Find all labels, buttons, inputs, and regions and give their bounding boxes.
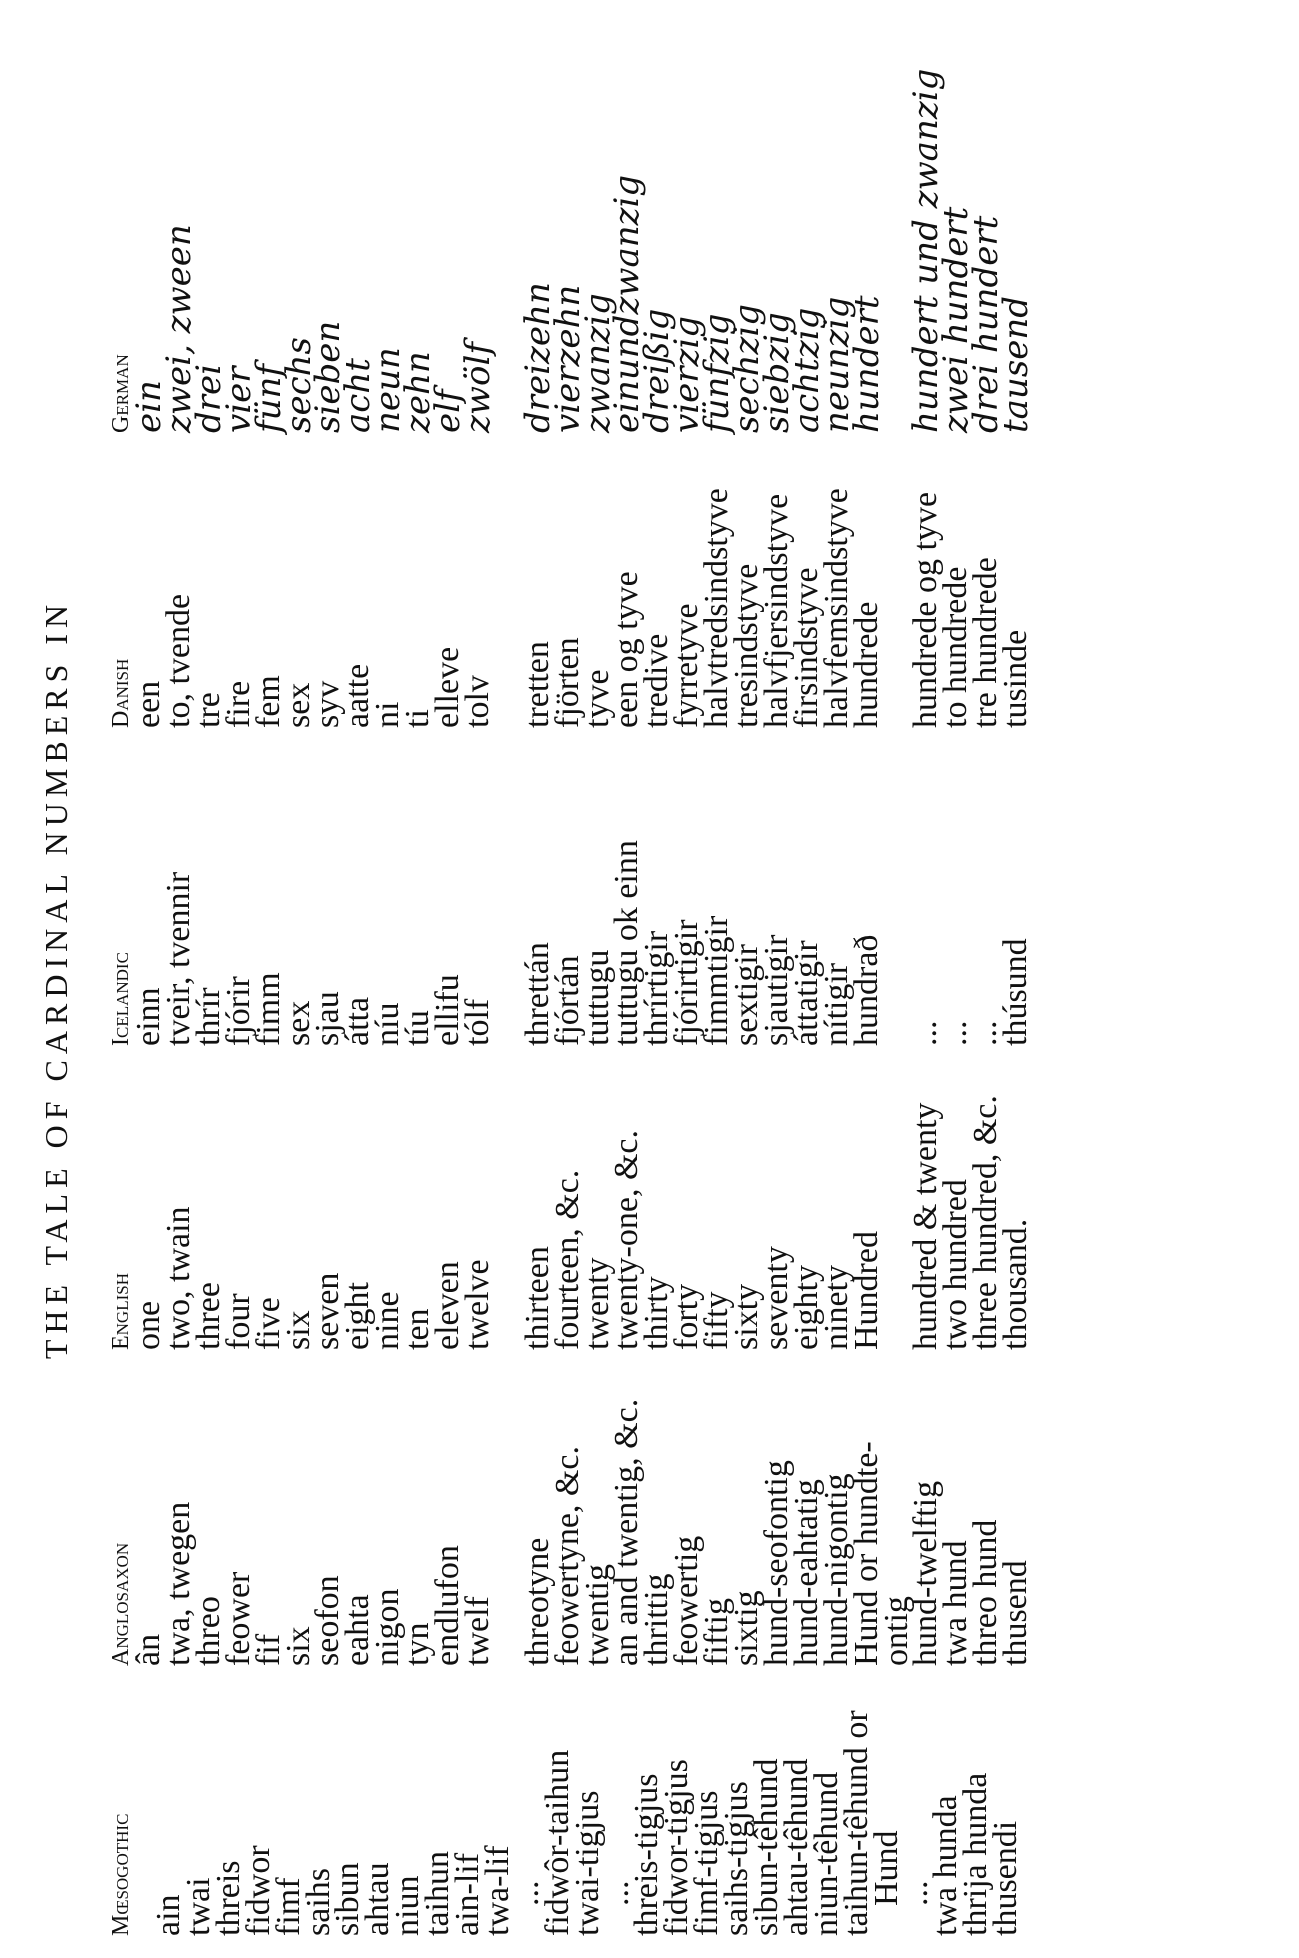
table-cell: hundrede og tyve [907,491,945,728]
table-cell: vier [218,366,259,433]
table-cell: átta [339,996,377,1046]
table-cell: seventy [757,1246,795,1350]
table-cell: eahta [339,1594,377,1666]
table-cell: fimm [249,972,287,1046]
table-cell: zwei hundert [936,206,977,433]
table-cell: saihs [299,1868,337,1936]
table-cell: hundert [846,295,887,433]
table-cell: to hundrede [937,566,975,728]
table-cell: ... [937,1020,975,1046]
table-cell: to, tvende [159,593,197,728]
table-cell: thrija hunda [957,1772,995,1936]
table-cell: tólf [458,998,496,1046]
table-cell: three [189,1282,227,1350]
table-cell: threis [209,1860,247,1936]
table-cell: halvfjersindstyve [757,493,795,728]
table-cell: sex [279,1000,317,1046]
table-cell: ain [150,1894,187,1936]
table-cell: ... [967,1020,1005,1046]
table-cell: thirty [638,1276,676,1350]
table-cell: fünf [248,364,289,433]
table-cell: ti [399,709,437,728]
table-cell: fjórir [219,976,257,1046]
table-cell: thirteen [518,1246,556,1350]
table-cell: thrír [189,987,227,1046]
table-cell: hundrað [847,934,885,1046]
table-cell: twenty [578,1257,616,1350]
table-cell: ten [399,1308,437,1350]
table-cell: ontig [877,1596,915,1666]
table-cell: twa hund [937,1540,975,1666]
table-cell: tretten [518,641,556,728]
table-cell: sechs [278,337,319,433]
table-cell: fimf-tigjus [688,1790,726,1936]
table-cell: ni [369,701,407,728]
table-cell: eighty [787,1265,825,1350]
table-cell: sibun [329,1862,367,1936]
table-cell: syv [309,680,347,728]
table-cell: een og tyve [608,571,646,728]
table-cell: hundred & twenty [907,1102,945,1350]
table-cell: níu [369,1002,407,1046]
table-cell: Hund or hundte- [847,1441,885,1666]
table-cell: threis-tigjus [628,1773,666,1936]
table-cell: seven [309,1272,347,1350]
table-cell: zehn [398,351,439,433]
table-cell: tveir, tvennir [159,871,197,1046]
table-cell: tresindstyve [728,563,765,728]
table-cell: drei hundert [966,215,1007,433]
table-cell: twai [179,1877,217,1936]
table-cell: fimmtigir [698,915,736,1046]
table-cell: tausend [996,295,1037,433]
table-cell: Hundred [847,1231,885,1350]
table-cell: tyve [578,669,616,728]
table-cell: threo hund [967,1519,1005,1666]
table-cell: nigon [369,1588,407,1666]
table-cell: sechzig [727,303,767,433]
table-cell: einundzwanzig [607,174,648,433]
table-cell: einn [130,987,167,1046]
table-cell: niun [389,1875,427,1936]
table-cell: sjautigir [757,934,795,1046]
table-cell: threotyne [518,1537,556,1666]
column-header: Danish [108,658,134,728]
table-cell: sixty [728,1283,765,1350]
table-cell: feower [219,1571,257,1666]
table-cell: fire [219,680,257,728]
table-cell: one [130,1300,167,1350]
table-cell: ahtau [359,1862,397,1936]
table-cell: forty [668,1283,706,1350]
table-cell: ahtau-têhund [777,1758,815,1936]
table-cell: twenty-one, &c. [608,1130,646,1350]
table-cell: tusinde [997,629,1035,728]
table-cell: ein [129,380,169,433]
table-cell: ain-lif [449,1852,486,1936]
table-cell: ... [508,1880,546,1906]
table-cell: achtzig [786,307,827,433]
table-cell: fidwôr-taihun [538,1749,576,1936]
table-cell: Hund [867,1830,905,1906]
table-cell: tolv [458,675,496,728]
table-cell: four [219,1293,257,1350]
table-cell: fidwor [239,1845,277,1936]
table-cell: thousand. [997,1218,1035,1350]
table-cell: sibun-têhund [748,1758,785,1936]
table-cell: elleve [429,646,466,728]
table-cell: tredive [638,633,676,728]
table-cell: ... [598,1880,636,1906]
page-title: THE TALE OF CARDINAL NUMBERS IN [38,598,74,1360]
table-cell: tyn [399,1622,437,1666]
table-cell: hund-twelftig [907,1480,945,1666]
table-cell: hundert und zwanzig [906,68,947,433]
table-cell: niun-têhund [807,1771,845,1936]
table-cell: thusendi [987,1820,1025,1936]
table-cell: six [279,1310,317,1350]
table-cell: acht [338,358,379,433]
table-cell: elf [428,389,468,433]
table-cell: three hundred, &c. [967,1095,1005,1350]
table-cell: taihun [419,1851,457,1936]
table-cell: ... [907,1020,945,1046]
table-cell: drei [188,363,229,433]
table-cell: sextigir [728,944,765,1046]
table-cell: endlufon [429,1545,466,1666]
table-cell: dreizehn [517,282,558,433]
table-cell: ellifu [429,974,466,1046]
table-cell: hundrede [847,601,885,728]
table-cell: nítigir [817,962,855,1046]
table-cell: ân [130,1633,167,1666]
table-cell: fyrretyve [668,603,706,728]
table-cell: vierzig [667,315,708,433]
table-cell: zwanzig [577,293,618,433]
table-cell: hund-seofontig [757,1460,795,1666]
table-cell: hund-eahtatig [787,1479,825,1666]
table-cell: nine [369,1291,407,1350]
table-cell: fjórirtigir [668,919,706,1046]
table-cell: fjörten [548,637,586,728]
table-cell: twelve [458,1259,496,1350]
column-header: German [108,354,134,433]
table-cell: twelf [458,1596,496,1666]
table-cell: twai-tigjus [568,1790,606,1936]
table-cell: twa-lif [478,1845,516,1936]
table-cell: hund-nigontig [817,1473,855,1666]
table-cell: fimf [269,1877,307,1936]
table-cell: tre hundrede [967,557,1005,728]
table-cell: tuttugu [578,949,616,1046]
table-cell: neunzig [816,296,857,433]
column-header: Icelandic [108,952,134,1046]
table-cell: threttán [518,942,556,1046]
table-cell: áttatigir [787,940,825,1046]
table-cell: threo [189,1596,227,1666]
table-cell: saihs-tigjus [718,1781,756,1936]
table-cell: fifty [698,1291,736,1350]
table-cell: tíu [399,1010,437,1046]
table-cell: two, twain [159,1206,197,1350]
table-cell: sjau [309,991,347,1046]
table-cell: six [279,1626,317,1666]
table-cell: ... [897,1880,935,1906]
table-cell: fidwor-tigjus [658,1759,696,1936]
table-cell: thrírtigir [638,930,676,1046]
column-header: Anglosaxon [108,1542,134,1666]
table-cell: tuttugu ok einn [608,840,646,1046]
table-cell: dreißig [637,308,678,433]
table-cell: seofon [309,1575,347,1666]
table-cell: feowertyne, &c. [548,1446,586,1666]
table-cell: two hundred [937,1179,975,1350]
table-cell: zwölf [457,342,498,433]
table-cell: fif [249,1633,287,1666]
table-cell: fourteen, &c. [548,1169,586,1350]
table-cell: thrittig [638,1573,676,1666]
table-cell: sieben [308,320,349,433]
table-cell: thusend [997,1560,1035,1666]
table-cell: siebzig [756,312,797,433]
table-cell: twentig [578,1564,616,1666]
table-cell: eight [339,1282,377,1350]
table-cell: een [130,680,167,728]
column-header: Mœsogothic [108,1813,134,1936]
table-cell: firsindstyve [787,567,825,728]
table-cell: fiftig [698,1598,736,1666]
table-cell: vierzehn [547,284,588,433]
table-cell: aatte [339,663,377,728]
table-cell: twa, twegen [159,1501,197,1666]
column-header: English [108,1273,134,1350]
table-cell: sex [279,682,317,728]
table-cell: tre [189,692,227,728]
table-cell: taihun-têhund or [837,1710,875,1936]
table-cell: feowertig [668,1535,706,1666]
table-cell: twa hunda [927,1795,965,1936]
table-cell: sixtig [728,1590,765,1666]
table-cell: zwei, zween [158,224,199,433]
table-cell: fem [249,675,287,728]
table-cell: five [249,1297,287,1350]
table-cell: ninety [817,1265,855,1350]
table-cell: halvfemsindstyve [817,488,855,728]
table-cell: fünfzig [697,313,738,433]
table-cell: neun [368,347,409,433]
table-cell: halvtredsindstyve [698,488,736,728]
table-cell: an and twentig, &c. [608,1398,646,1666]
table-cell: eleven [429,1261,466,1350]
table-cell: thúsund [997,938,1035,1046]
table-cell: fjórtán [548,955,586,1046]
